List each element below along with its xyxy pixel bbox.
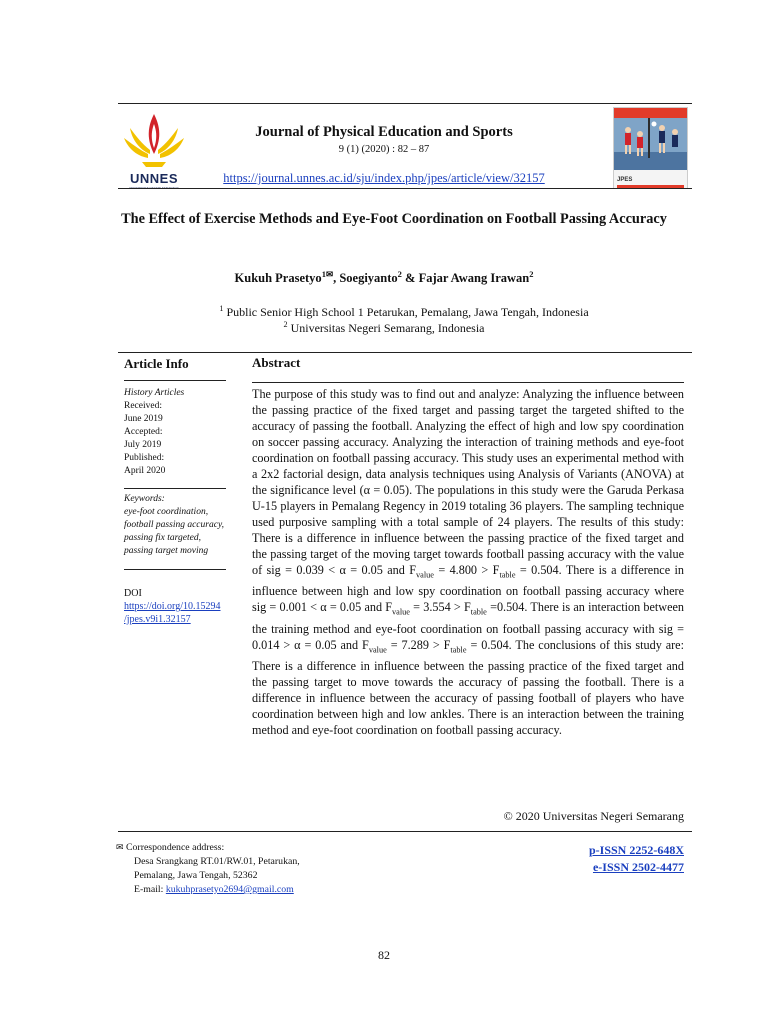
affiliation-text: Universitas Negeri Semarang, Indonesia	[290, 321, 485, 335]
author-separator: ,	[333, 271, 340, 286]
top-rule	[118, 103, 692, 104]
cover-label: JPES	[617, 177, 633, 183]
author-superscript: 2	[529, 269, 534, 279]
keywords-label: Keywords:	[124, 494, 165, 504]
footer-rule	[118, 831, 692, 832]
journal-url-link[interactable]: https://journal.unnes.ac.id/sju/index.php/jpes/article/view/32157	[223, 171, 545, 185]
history-block	[124, 387, 184, 478]
article-info-underline	[124, 380, 226, 381]
logo-subtext: UNIVERSITAS NEGERI SEMARANG	[128, 186, 180, 190]
keyword-item: eye-foot coordination,	[124, 507, 209, 517]
print-issn[interactable]: p-ISSN 2252-648X	[588, 843, 684, 857]
envelope-icon: ✉	[116, 843, 124, 853]
author-name: Soegiyanto	[339, 271, 398, 286]
author-superscript: 2	[397, 269, 402, 279]
email-line	[124, 883, 300, 897]
journal-cover-thumbnail	[613, 107, 688, 189]
published-date: April 2020	[124, 466, 166, 476]
address-line: Desa Srangkang RT.01/RW.01, Petarukan,	[134, 856, 300, 867]
article-info-heading: Article Info	[124, 356, 189, 371]
correspondence-block	[116, 841, 300, 897]
paper-title: The Effect of Exercise Methods and Eye-Foot Coordination on Football Passing Accuracy	[121, 211, 667, 227]
keyword-item: passing target moving	[124, 546, 209, 556]
author-separator: &	[401, 271, 419, 286]
abstract-heading: Abstract	[252, 355, 301, 370]
affiliation-1	[0, 304, 768, 320]
keyword-item: football passing accuracy,	[124, 520, 225, 530]
page-number: 82	[378, 948, 390, 962]
header-rule	[118, 188, 692, 189]
accepted-date: July 2019	[124, 440, 162, 450]
keywords-block	[124, 493, 224, 558]
abstract-underline	[252, 382, 684, 383]
correspondence-label: Correspondence address:	[126, 842, 225, 853]
received-label: Received:	[124, 401, 162, 411]
keywords-rule	[124, 569, 226, 570]
email-label: E-mail:	[134, 884, 166, 895]
received-date: June 2019	[124, 414, 163, 424]
cover-photo-icon	[614, 118, 687, 170]
address-line: Pemalang, Jawa Tengah, 52362	[134, 870, 258, 881]
affiliation-text: Public Senior High School 1 Petarukan, Pemalang, Jawa Tengah, Indonesia	[226, 305, 589, 319]
doi-link[interactable]: https://doi.org/10.15294	[124, 601, 221, 612]
logo-wordmark: UNNES	[129, 171, 178, 186]
doi-block	[124, 587, 221, 626]
journal-volume: 9 (1) (2020) : 82 – 87	[338, 144, 430, 155]
author-name: Fajar Awang Irawan	[418, 271, 530, 286]
electronic-issn[interactable]: e-ISSN 2502-4477	[592, 860, 684, 874]
journal-title: Journal of Physical Education and Sports	[255, 124, 513, 140]
doi-link-continued[interactable]: /jpes.v9i1.32157	[124, 614, 191, 625]
doi-label: DOI	[124, 588, 142, 599]
abstract-text: The purpose of this study was to find out and analyze: Analyzing the influence between the passing practice of the fixed target and passing target the targeted shifted to the accuracy of passing the football. Analyzing the effect of high and low spy coordination on soccer passing accuracy. Analyzing the interaction of training methods and eye-foot coordination on football passing accuracy. This study uses an experimental method with a 2x2 factorial design, data analysis techniques using Analysis of Variants (ANOVA) at the significance level (α = 0.05). The populations in this study were the Garuda Perkasa U-15 players in Pemalang Regency in 2019 totaling 36 players. The sampling technique used purposive sampling with a total sample of 24 players. The results of this study: There is a difference in influence between the passing practice of the fixed target and the passing target of the moving target towards football passing accuracy with the value of sig = 0.039 < α = 0.05 and $F_{value} = 4.800 > F_{table} = 0.504$. There is a difference in influence between high and low spy coordination on football passing accuracy where sig = 0.001 < α = 0.05 and $F_{value} = 3.554 > F_{table} =0.504$. There is an interaction between the training method and eye-foot coordination on football passing accuracy with sig = 0.014 > α = 0.05 and $F_{value} = 7.289 > F_{table} = 0.504$. The conclusions of this study are: There is a difference in influence between the passing practice of the fixed target and the passing target to move towards the accuracy of passing the football. There is a difference in influence between the accuracy of passing football of players who have coordination between high and low ankles. There is an interaction between the training method and eye-foot coordination on football passing accuracy.	[252, 387, 684, 738]
affiliation-2	[0, 320, 768, 336]
affiliation-number: 2	[283, 320, 288, 329]
keyword-item: passing fix targeted,	[124, 533, 201, 543]
info-rule	[118, 352, 692, 353]
history-rule	[124, 488, 226, 489]
affiliation-number: 1	[219, 304, 224, 313]
history-label: History Articles	[124, 388, 185, 398]
accepted-label: Accepted:	[124, 427, 163, 437]
author-name: Kukuh Prasetyo	[234, 271, 322, 286]
published-label: Published:	[124, 453, 165, 463]
email-link[interactable]: kukuhprasetyo2694@gmail.com	[165, 884, 294, 895]
author-list	[0, 269, 768, 286]
copyright-notice: © 2020 Universitas Negeri Semarang	[503, 809, 684, 823]
author-superscript: 1✉	[321, 269, 334, 279]
